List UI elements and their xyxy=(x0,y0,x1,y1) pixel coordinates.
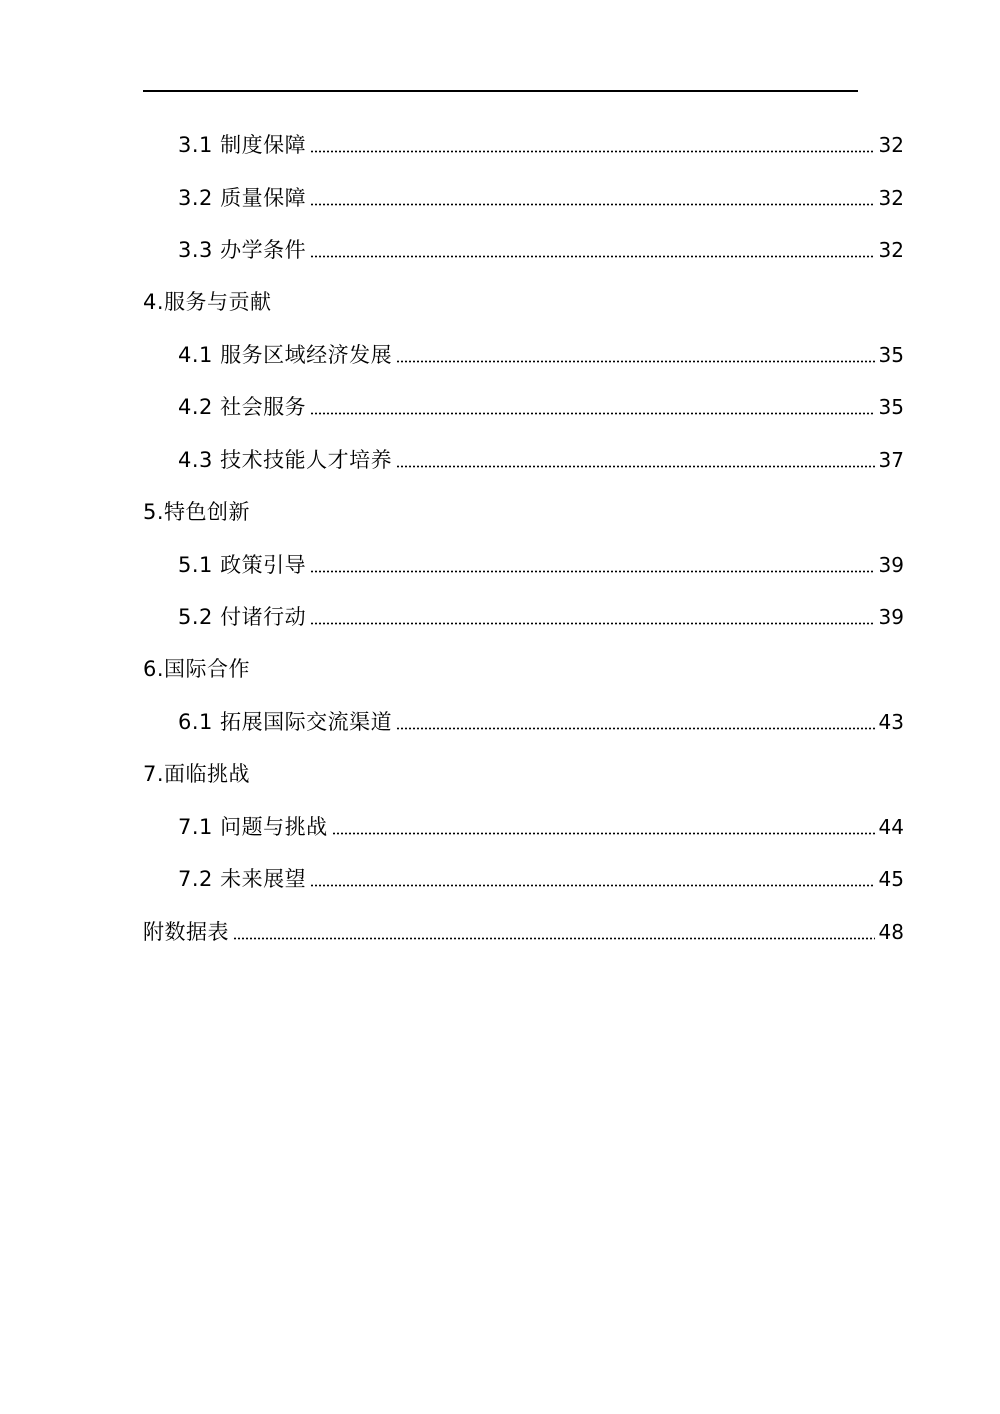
toc-entry-label: 4.2 社会服务 xyxy=(178,395,307,419)
toc-dot-leader xyxy=(310,622,874,625)
toc-entry-label: 5.1 政策引导 xyxy=(178,553,307,577)
toc-dot-leader xyxy=(310,203,874,206)
toc-entry-page: 39 xyxy=(878,605,904,629)
toc-dot-leader xyxy=(310,570,874,573)
toc-dot-leader xyxy=(233,937,875,940)
toc-entry-label: 5.2 付诸行动 xyxy=(178,605,307,629)
toc-entry-5-2[interactable] xyxy=(178,600,904,634)
toc-entry-3-1[interactable] xyxy=(178,128,904,162)
toc-entry-4-2[interactable] xyxy=(178,390,904,424)
toc-entry-7-1[interactable] xyxy=(178,810,904,844)
toc-entry-label: 附数据表 xyxy=(143,920,229,944)
toc-entry-label: 3.3 办学条件 xyxy=(178,238,307,262)
toc-dot-leader xyxy=(332,832,875,835)
toc-entry-4-1[interactable] xyxy=(178,338,904,372)
toc-dot-leader xyxy=(310,884,874,887)
toc-entry-page: 32 xyxy=(878,133,904,157)
toc-entry-page: 44 xyxy=(878,815,904,839)
toc-entry-page: 43 xyxy=(878,710,904,734)
toc-entry-appendix[interactable] xyxy=(143,915,904,949)
toc-section-7[interactable] xyxy=(143,757,904,791)
toc-dot-leader xyxy=(310,255,874,258)
toc-entry-label: 3.2 质量保障 xyxy=(178,186,307,210)
toc-entry-label: 7.2 未来展望 xyxy=(178,867,307,891)
toc-section-6[interactable] xyxy=(143,652,904,686)
toc-entry-label: 3.1 制度保障 xyxy=(178,133,307,157)
toc-entry-page: 32 xyxy=(878,186,904,210)
toc-entry-label: 4.3 技术技能人才培养 xyxy=(178,448,393,472)
toc-entry-page: 35 xyxy=(878,395,904,419)
toc-entry-label: 7.1 问题与挑战 xyxy=(178,815,328,839)
toc-entry-7-2[interactable] xyxy=(178,862,904,896)
toc-entry-6-1[interactable] xyxy=(178,705,904,739)
toc-dot-leader xyxy=(396,360,874,363)
toc-section-4[interactable] xyxy=(143,285,904,319)
toc-dot-leader xyxy=(396,727,874,730)
toc-entry-label: 4.1 服务区域经济发展 xyxy=(178,343,393,367)
toc-entry-3-2[interactable] xyxy=(178,181,904,215)
toc-section-label: 4.服务与贡献 xyxy=(143,290,272,314)
toc-entry-page: 45 xyxy=(878,867,904,891)
toc-dot-leader xyxy=(310,150,874,153)
toc-entry-page: 48 xyxy=(878,920,904,944)
toc-entry-page: 32 xyxy=(878,238,904,262)
toc-entry-page: 39 xyxy=(878,553,904,577)
toc-dot-leader xyxy=(310,412,874,415)
toc-entry-3-3[interactable] xyxy=(178,233,904,267)
toc-entry-page: 35 xyxy=(878,343,904,367)
toc-dot-leader xyxy=(396,465,874,468)
toc-entry-label: 6.1 拓展国际交流渠道 xyxy=(178,710,393,734)
toc-section-label: 7.面临挑战 xyxy=(143,762,251,786)
toc-entry-page: 37 xyxy=(878,448,904,472)
toc-entry-5-1[interactable] xyxy=(178,548,904,582)
toc-entry-4-3[interactable] xyxy=(178,443,904,477)
toc-section-label: 5.特色创新 xyxy=(143,500,251,524)
toc-section-label: 6.国际合作 xyxy=(143,657,251,681)
toc-section-5[interactable] xyxy=(143,495,904,529)
